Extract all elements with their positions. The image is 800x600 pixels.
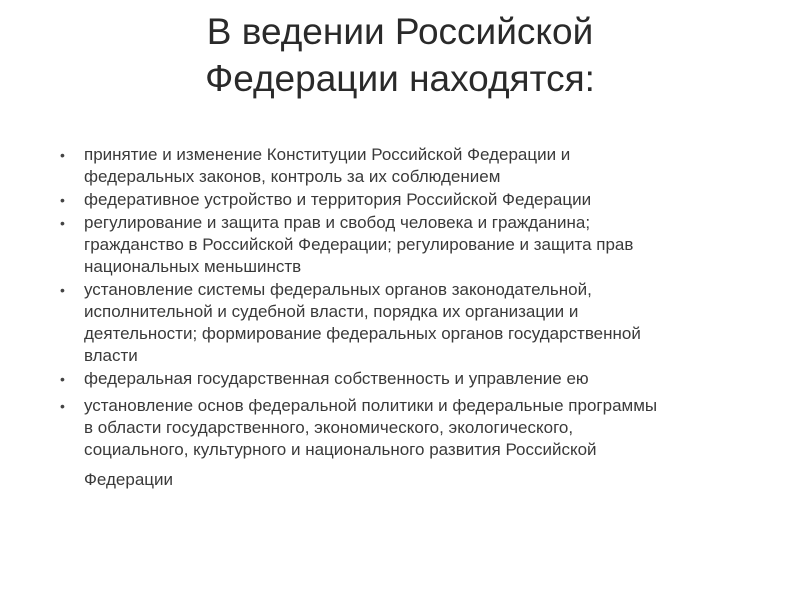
- list-item: [60, 189, 740, 211]
- list-item-text: национальных меньшинств: [84, 257, 302, 276]
- list-item-text: установление системы федеральных органов законодательной,: [84, 280, 592, 299]
- list-item: [60, 395, 740, 491]
- bullet-dot-icon: •: [60, 371, 65, 387]
- list-item-text: установление основ федеральной политики и федеральные программы: [84, 396, 658, 415]
- list-item-text: регулирование и защита прав и свобод человека и гражданина;: [84, 213, 591, 232]
- list-item-text: принятие и изменение Конституции Российской Федерации и: [84, 145, 571, 164]
- bullet-dot-icon: •: [60, 147, 65, 163]
- slide-title-line-2: Федерации находятся:: [205, 58, 595, 99]
- bullet-dot-icon: •: [60, 215, 65, 231]
- list-item: [60, 212, 740, 278]
- slide-title-line-1: В ведении Российской: [206, 11, 594, 52]
- list-item-text: федеральных законов, контроль за их соблюдением: [84, 167, 501, 186]
- bullet-dot-icon: •: [60, 192, 65, 208]
- list-item-text: деятельности; формирование федеральных органов государственной: [84, 324, 641, 343]
- list-item-text: исполнительной и судебной власти, порядка их организации и: [84, 302, 579, 321]
- bullet-list: [60, 144, 740, 492]
- list-item-text: федеральная государственная собственность и управление ею: [84, 369, 589, 388]
- list-item-text: гражданство в Российской Федерации; регулирование и защита прав: [84, 235, 634, 254]
- list-item-text: в области государственного, экономического, экологического,: [84, 418, 574, 437]
- bullet-dot-icon: •: [60, 282, 65, 298]
- list-item: [60, 279, 740, 367]
- bullet-dot-icon: •: [60, 398, 65, 414]
- list-item-text: социального, культурного и национального развития Российской: [84, 440, 597, 459]
- slide-title: [0, 8, 800, 102]
- list-item: [60, 144, 740, 188]
- list-item-text: Федерации: [84, 470, 174, 489]
- list-item: [60, 368, 740, 390]
- list-item-text: власти: [84, 346, 138, 365]
- list-item-text: федеративное устройство и территория Российской Федерации: [84, 190, 592, 209]
